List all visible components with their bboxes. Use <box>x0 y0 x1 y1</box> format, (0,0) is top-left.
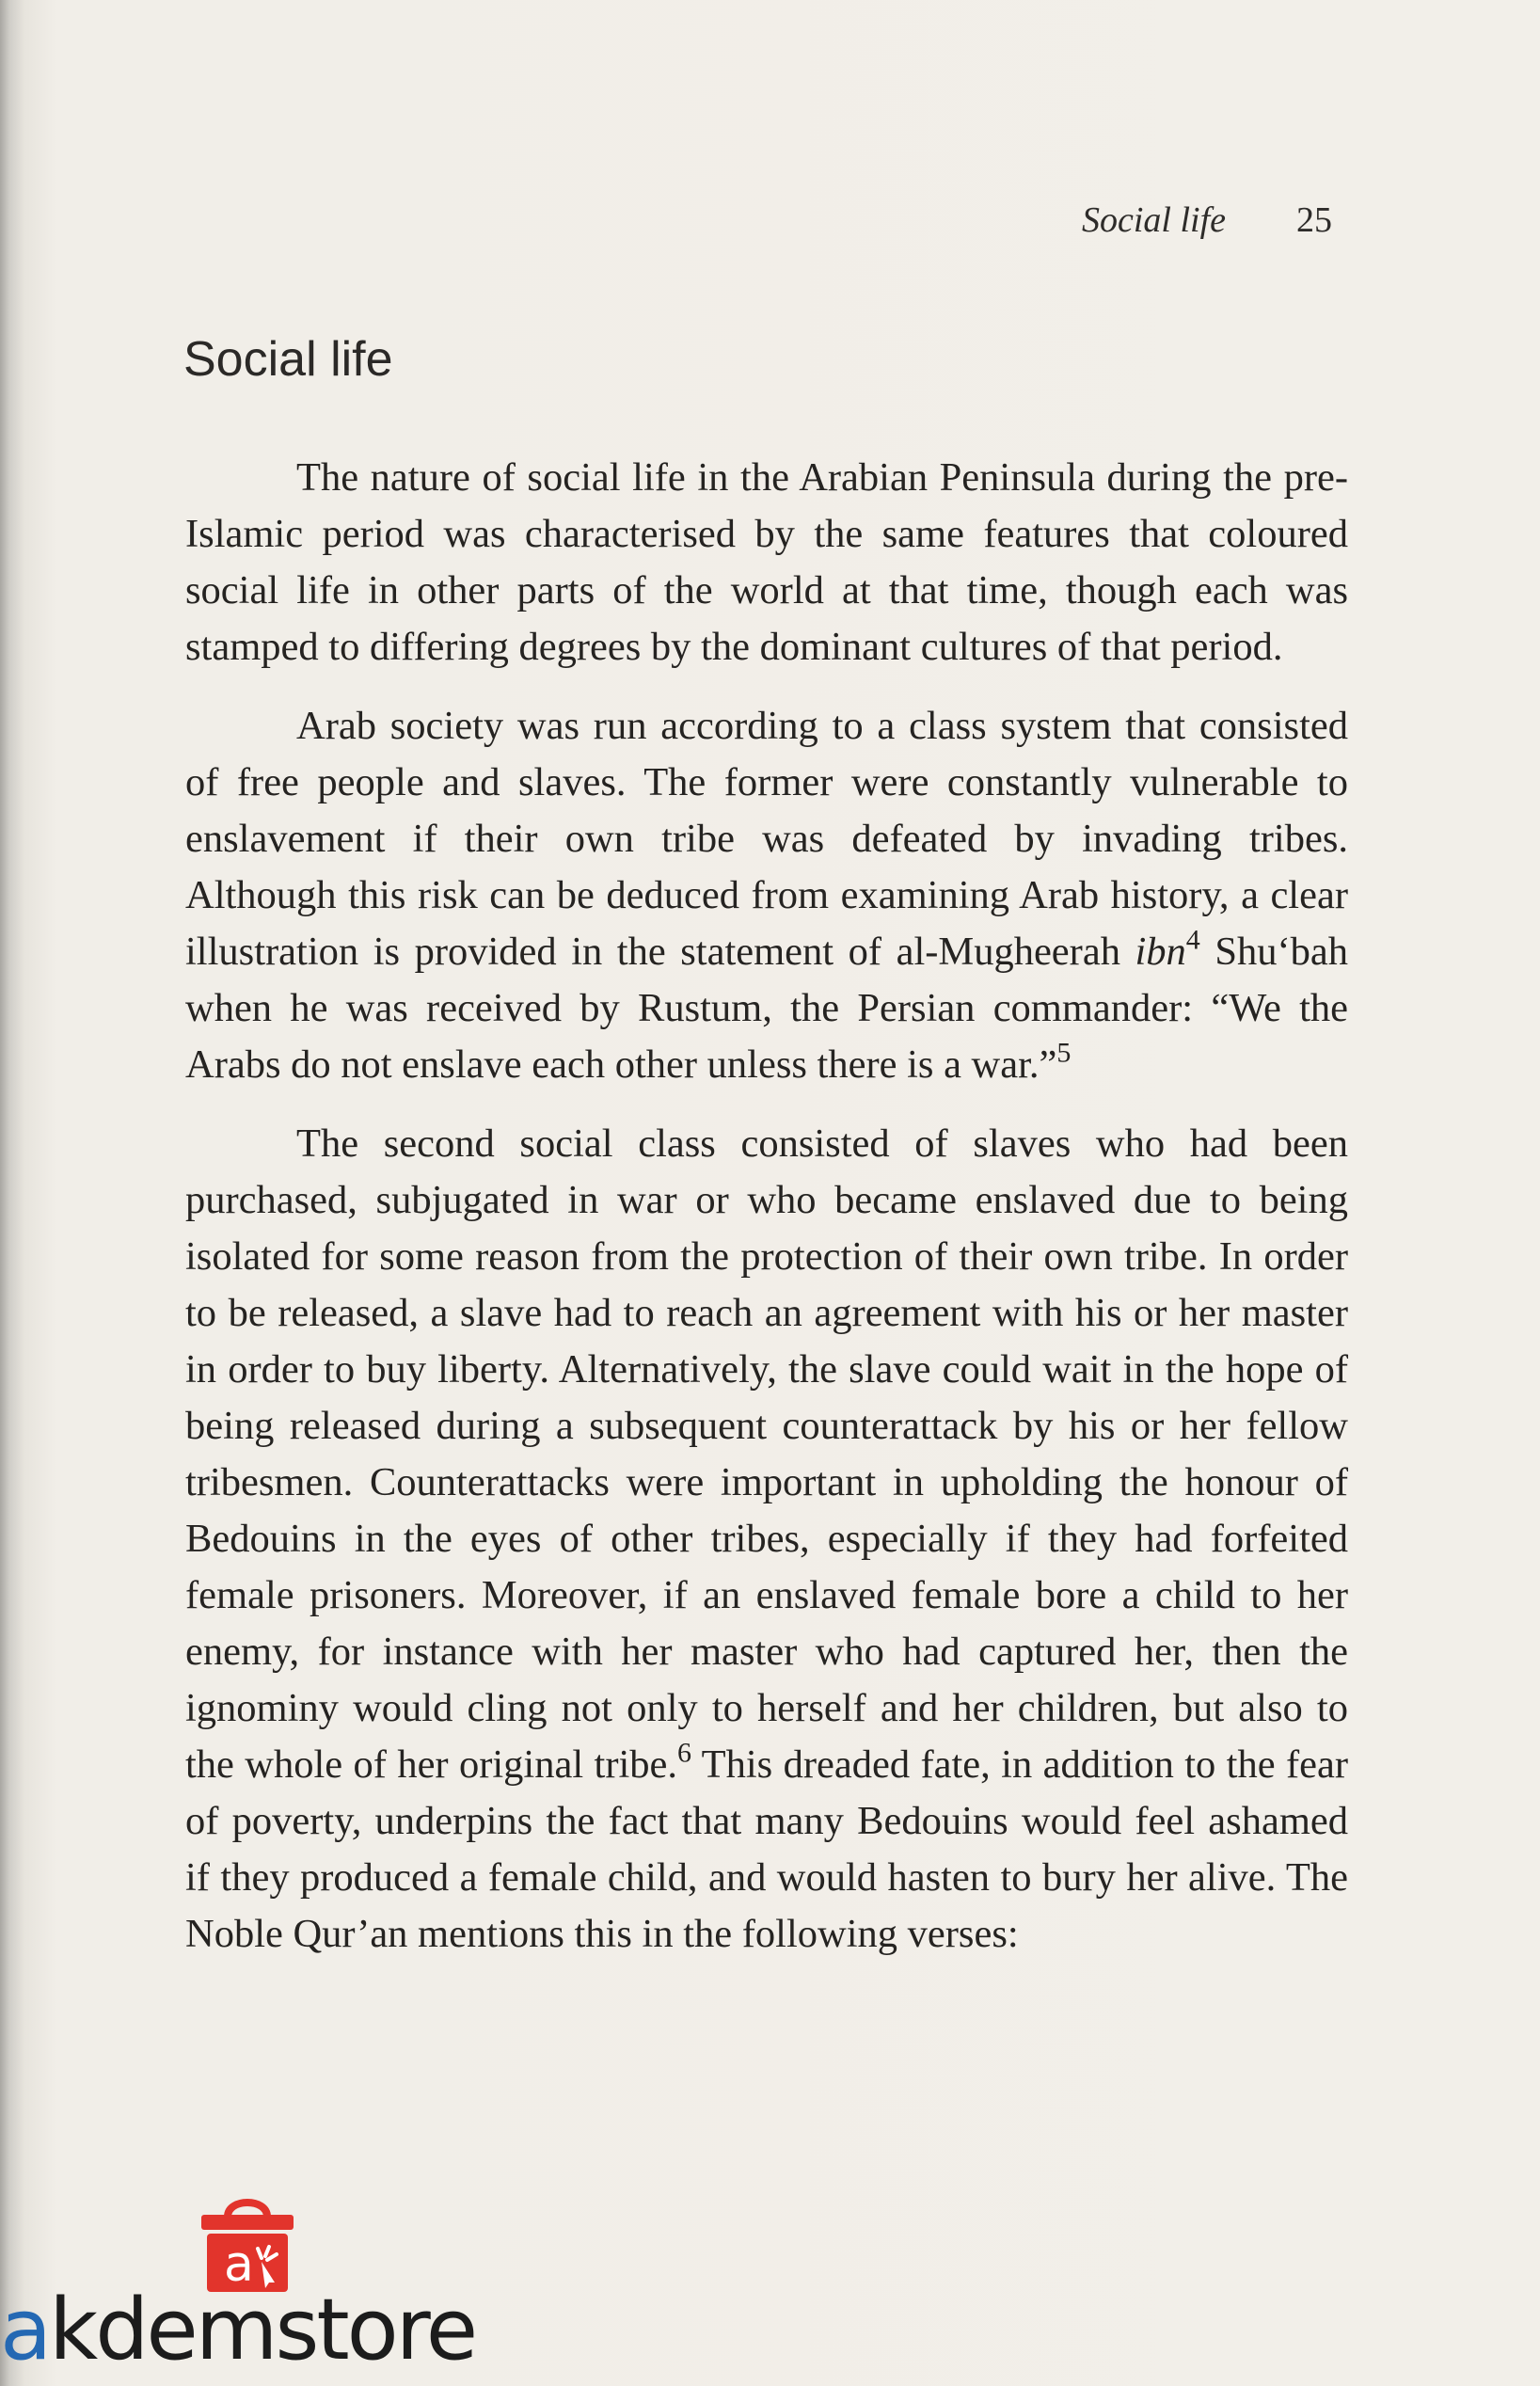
paragraph-1 <box>185 450 1348 676</box>
svg-text:a: a <box>224 2236 254 2293</box>
section-heading: Social life <box>183 332 393 387</box>
paragraph-2 <box>185 698 1348 1093</box>
paragraph-3-text-b: This dreaded fate, in addition to the fear of poverty, underpins the fact that many Bedouins would feel ashamed if they produced a female child, and would hasten to bury her alive. The Noble Qur’an mentions this in the following verses: <box>185 1742 1349 1956</box>
store-name <box>0 2281 475 2379</box>
paragraph-1-text: The nature of social life in the Arabian Peninsula during the pre-Islamic period was characterised by the same features that coloured social life in other parts of the world at that time, though each was stamped to differing degrees by the dominant cultures of that period. <box>185 455 1348 669</box>
paragraph-2-text-a: Arab society was run according to a class system that consisted of free people and slaves. The former were constantly vulnerable to enslavement if their own tribe was defeated by invading tribes. Although this risk can be deduced from examining Arab history, a clear illustration is provided in the statement of al-Mugheerah <box>185 704 1348 974</box>
store-watermark <box>0 2192 499 2386</box>
footnote-ref-5: 5 <box>1056 1037 1072 1069</box>
body-text <box>185 450 1348 1985</box>
paragraph-2-text-b: Shu‘bah when he was received by Rustum, the Persian commander: “We the Arabs do not enslave each other unless there is a war.” <box>185 930 1348 1087</box>
paragraph-3 <box>185 1116 1348 1963</box>
paragraph-2-italic: ibn <box>1135 930 1186 974</box>
store-name-first-letter: a <box>0 2281 50 2379</box>
store-name-rest: kdemstore <box>49 2281 476 2379</box>
paragraph-3-text-a: The second social class consisted of slaves who had been purchased, subjugated in war or who became enslaved due to being isolated for some reason from the protection of their own tribe. In order to be released, a slave had to reach an agreement with his or her master in order to buy liberty. Alternatively, the slave could wait in the hope of being released during a subsequent counterattack by his or her fellow tribesmen. Counterattacks were important in upholding the honour of Bedouins in the eyes of other tribes, especially if they had forfeited female prisoners. Moreover, if an enslaved female bore a child to her enemy, for instance with her master who had captured her, then the ignominy would cling not only to herself and her children, but also to the whole of her original tribe. <box>185 1121 1348 1787</box>
page-number: 25 <box>1296 200 1332 240</box>
footnote-ref-4: 4 <box>1185 924 1200 956</box>
running-head: Social life <box>1082 200 1227 240</box>
footnote-ref-6: 6 <box>677 1737 692 1769</box>
